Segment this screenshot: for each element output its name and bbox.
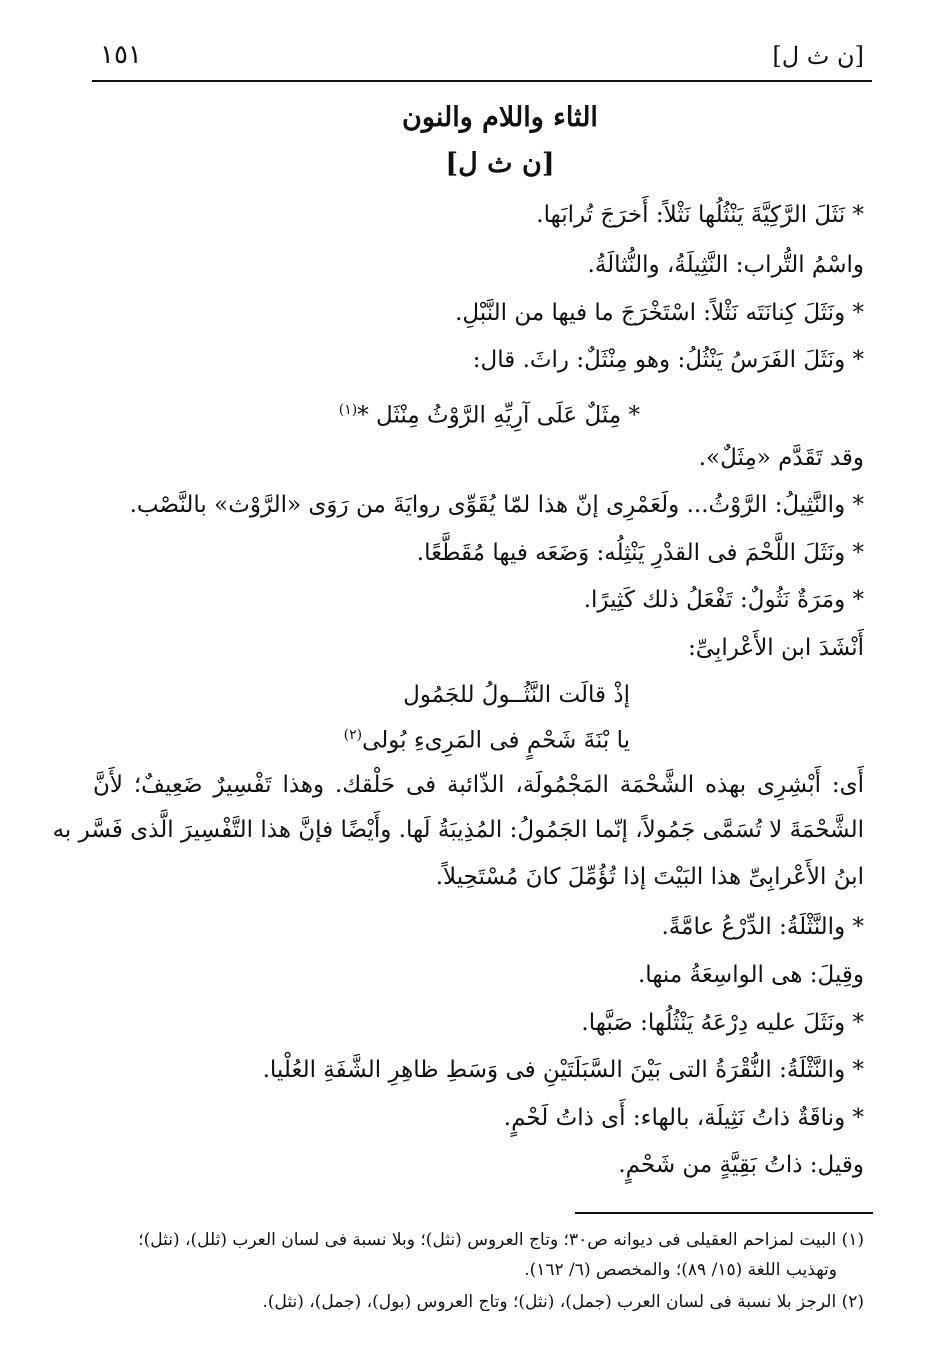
entry-line: * ونَثَلَ كِنانَتَه نَثْلاً: اسْتَخْرَجَ ما فيها من النَّبْلِ. <box>455 300 864 326</box>
entry-line: * والنَّثْلَةُ: الدِّرْعُ عامَّةً. <box>661 914 864 940</box>
footnote-mark: (١) <box>338 402 358 418</box>
verse-line: إذْ قالَت النَّثُــولُ للجَمُول <box>403 682 630 708</box>
entry-line: وقِيلَ: هى الواسِعَةُ منها. <box>638 962 864 988</box>
entry-line: وقد تَقَدَّم «مِثَلٌ». <box>698 445 864 471</box>
entry-line: * ونَثَلَ عليه دِرْعَهُ يَنْثُلُها: صَبَّها. <box>581 1010 864 1036</box>
entry-line: وقيل: ذاتُ بَقِيَّةٍ من شَحْمٍ. <box>618 1152 864 1178</box>
entry-line: * ونَثَلَ الفَرَسُ يَنْثُلُ: وهو مِنْثَلٌ: راثَ. قال: <box>472 347 864 373</box>
quoted-verse <box>339 395 640 427</box>
header-rule <box>92 80 872 82</box>
footnote-rule <box>575 1212 873 1214</box>
page-number: ١٥١ <box>100 40 142 70</box>
entry-line: * والنَّثْلَةُ: النُّقْرَةُ التى بَيْنَ السَّبَلَتَيْنِ فى وَسَطِ ظاهِرِ الشَّفَةِ العُلْيا. <box>262 1057 864 1083</box>
entry-line: * والنَّثِيلُ: الرَّوْثُ... ولَعَمْرِى إنّ هذا لمّا يُقَوِّى روايَةَ من رَوَى «الرَّوْث» بالنَّصْب. <box>129 492 864 518</box>
quoted-verse-text: * مِثَلٌ عَلَى آرِيِّهِ الرَّوْثُ مِنْثَل * <box>357 402 640 429</box>
entry-line: واسْمُ التُّراب: النَّثِيلَةُ، والنُّثالَةُ. <box>587 252 864 278</box>
root-heading: [ن ث ل] <box>445 148 555 179</box>
footnote: (٢) الرجز بلا نسبة فى لسان العرب (جمل)، (نثل)؛ وتاج العروس (بول)، (جمل)، (نثل). <box>262 1292 864 1312</box>
commentary-line: الشَّحْمَةَ لا تُسَمَّى جَمُولاً، إنّما الجَمُولُ: المُذِيبَةُ لَها. وأَيْضًا فإنَّ هذا التَّفْسِيرَ الَّذى فَسَّر به <box>52 817 864 843</box>
footnote-mark: (٢) <box>343 727 363 743</box>
entry-line: * وناقَةٌ ذاتُ نَثِيلَة، بالهاء: أَى ذاتُ لَحْمٍ. <box>503 1105 864 1131</box>
entry-line: أَنْشَدَ ابن الأَعْرابِىِّ: <box>688 635 864 661</box>
commentary-line: ابنُ الأَعْرابِىِّ هذا البَيْتَ إذا تُؤُمِّلَ كانَ مُسْتَحِيلاً. <box>435 864 864 890</box>
entry-line: * ومَرَةٌ نَثُولٌ: تَفْعَلُ ذلك كَثِيرًا. <box>583 587 864 613</box>
commentary-line: أَى: أَبْشِرِى بهذه الشَّحْمَة المَجْمُولَة، الذّائبة فى حَلْقك. وهذا تَفْسِيرٌ ضَعِيفٌ؛ لأَنَّ <box>93 772 864 798</box>
entry-line: * ونَثَلَ اللَّحْمَ فى القدْرِ يَنْثِلُه: وَضَعَه فيها مُقَطَّعًا. <box>416 540 864 566</box>
verse-line-text: يا بْنَةَ شَحْمٍ فى المَرِىءِ بُولى <box>362 727 630 754</box>
footnote: (١) البيت لمزاحم العقيلى فى ديوانه ص٣٠؛ وتاج العروس (نثل)؛ وبلا نسبة فى لسان العرب (ثلل)، (نثل)؛ <box>138 1230 864 1250</box>
entry-line: * نَثَلَ الرَّكِيَّةَ يَنْثُلُها نَثْلاً: أَخرَجَ تُرابَها. <box>536 202 864 228</box>
running-head: [ن ث ل] <box>772 42 864 70</box>
section-title: الثاء واللام والنون <box>402 102 598 133</box>
footnote-continuation: وتهذيب اللغة (١٥/ ٨٩)؛ والمخصص (٦/ ١٦٢). <box>524 1260 837 1280</box>
verse-line <box>344 720 630 752</box>
